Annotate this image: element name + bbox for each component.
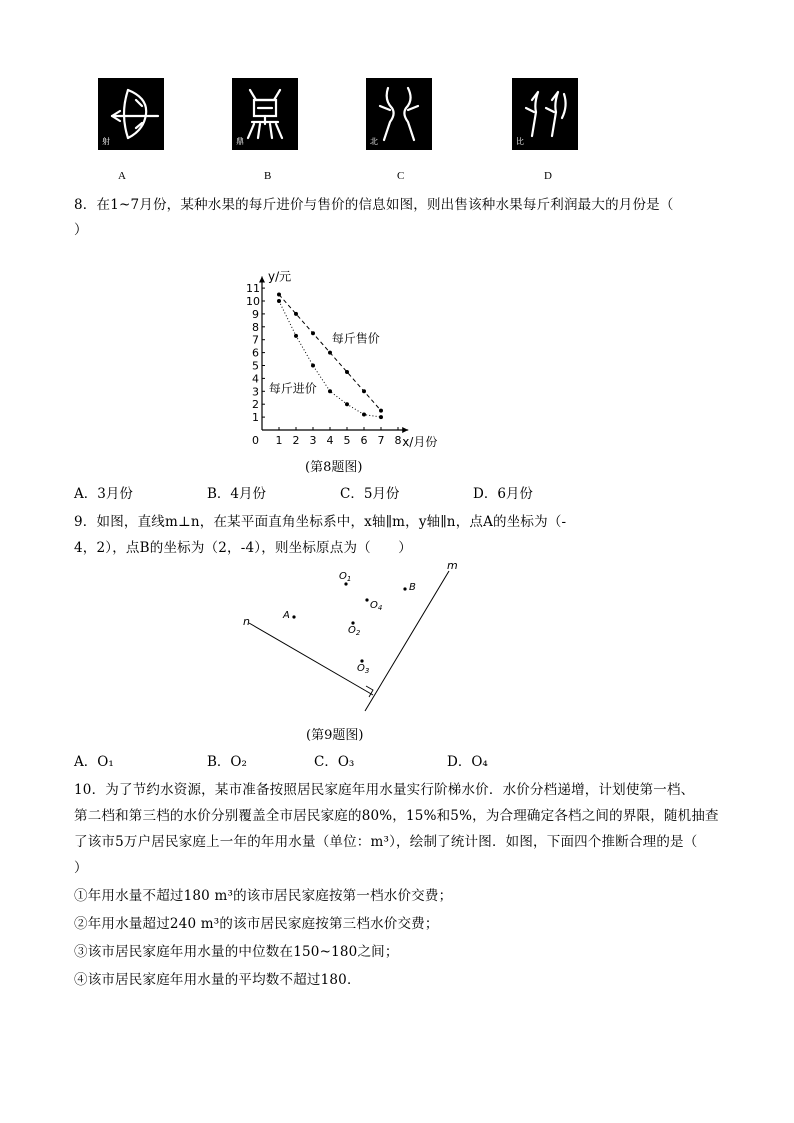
y-tick-label: 4	[252, 372, 259, 386]
y-tick-label: 7	[252, 333, 259, 347]
series-label-cost: 每斤进价	[268, 381, 317, 396]
perpendicular-lines-figure	[235, 555, 465, 720]
x-tick-label: 4	[326, 434, 334, 447]
series-1-point	[362, 413, 366, 417]
y-tick-label: 11	[246, 282, 260, 296]
x-tick-label: 3	[309, 434, 317, 447]
y-tick-label: 1	[252, 411, 259, 425]
q8-stem-line1: 8．在1~7月份，某种水果的每斤进价与售价的信息如图，则出售该种水果每斤利润最大的月份是（	[74, 197, 674, 213]
price-line-chart	[240, 240, 460, 450]
x-tick-label: 0	[252, 434, 259, 447]
label-m: m	[447, 559, 458, 572]
series-1-point	[311, 364, 315, 368]
series-1-point	[328, 389, 332, 393]
glyph-label-b: 鼎	[236, 137, 244, 146]
y-tick-label: 3	[252, 385, 259, 399]
series-1-point	[294, 334, 298, 338]
q10-item-4: ④该市居民家庭年用水量的平均数不超过180．	[74, 972, 361, 988]
back-to-back-glyph-icon	[366, 78, 432, 150]
q9-figure-caption: (第9题图)	[306, 728, 364, 743]
series-0-point	[294, 312, 298, 316]
y-tick-label: 6	[252, 346, 259, 360]
glyph-label-a: 射	[102, 137, 110, 146]
series-1-point	[277, 299, 281, 303]
label-o4: $O_4$	[370, 600, 383, 612]
q8-choice-a[interactable]: A．3月份	[74, 486, 133, 502]
q8-stem-line2: ）	[74, 222, 88, 238]
point-a	[292, 615, 295, 618]
x-tick-label: 5	[343, 434, 351, 447]
line-m	[365, 571, 449, 711]
point-o4	[365, 598, 368, 601]
series-0-point	[362, 389, 366, 393]
glyph-image-a	[98, 78, 164, 150]
q9-stem-line2: 4，2），点B的坐标为（2，-4），则坐标原点为（ ）	[74, 540, 412, 556]
glyph-image-d	[512, 78, 578, 150]
label-o3: $O_3$	[357, 663, 370, 675]
x-tick-label: 1	[275, 434, 283, 447]
side-by-side-glyph-icon	[512, 78, 578, 150]
point-b	[403, 587, 406, 590]
q9-choice-b[interactable]: B．O₂	[207, 754, 247, 770]
label-o2: $O_2$	[348, 625, 361, 637]
glyph-image-b	[232, 78, 298, 150]
glyph-option-d: D	[544, 170, 552, 182]
glyph-option-c: C	[397, 170, 405, 182]
series-0-point	[277, 293, 281, 297]
label-b: B	[409, 582, 416, 593]
label-n: n	[243, 615, 250, 628]
q9-choice-d[interactable]: D．O₄	[447, 754, 488, 770]
glyph-option-b: B	[264, 170, 272, 182]
series-line-1	[279, 301, 381, 417]
q10-item-3: ③该市居民家庭年用水量的中位数在150~180之间；	[74, 944, 399, 960]
q10-item-1: ①年用水量不超过180 m³的该市居民家庭按第一档水价交费；	[74, 888, 453, 904]
x-tick-label: 8	[394, 434, 402, 447]
series-label-sale: 每斤售价	[331, 331, 380, 346]
x-tick-label: 2	[292, 434, 300, 447]
q10-stem-line1: 10．为了节约水资源，某市准备按照居民家庭年用水量实行阶梯水价．水价分档递增，计划使第一档、	[74, 782, 695, 798]
y-axis-label: y/元	[268, 269, 292, 284]
glyph-label-c: 北	[370, 137, 378, 146]
x-tick-label: 6	[360, 434, 368, 447]
q8-choice-d[interactable]: D．6月份	[473, 486, 533, 502]
q9-stem-line1: 9．如图，直线m⊥n，在某平面直角坐标系中，x轴∥m，y轴∥n，点A的坐标为（-	[74, 514, 567, 530]
series-1-point	[345, 402, 349, 406]
q8-choice-b[interactable]: B．4月份	[207, 486, 267, 502]
tripod-glyph-icon	[232, 78, 298, 150]
x-axis-label: x/月份	[402, 435, 438, 449]
series-0-point	[311, 331, 315, 335]
y-tick-label: 10	[246, 295, 260, 308]
q10-stem-line4: ）	[74, 860, 88, 876]
q9-choice-a[interactable]: A．O₁	[74, 754, 114, 770]
series-0-point	[328, 351, 332, 355]
y-tick-label: 9	[252, 307, 259, 321]
series-0-point	[379, 409, 383, 413]
bow-arrow-glyph-icon	[98, 78, 164, 150]
x-axis-arrow-icon	[402, 427, 408, 433]
q9-choice-c[interactable]: C．O₃	[314, 754, 355, 770]
y-tick-label: 5	[252, 359, 259, 373]
label-a: A	[283, 610, 290, 621]
glyph-label-d: 比	[516, 137, 524, 146]
x-tick-label: 7	[377, 434, 385, 447]
glyph-option-a: A	[118, 170, 126, 182]
q8-figure-caption: (第8题图)	[305, 460, 363, 475]
y-tick-label: 8	[252, 320, 259, 334]
q10-stem-line2: 第二档和第三档的水价分别覆盖全市居民家庭的80%，15%和5%，为合理确定各档之间的界限，随机抽查	[74, 808, 719, 824]
series-1-point	[379, 415, 383, 419]
glyph-image-c	[366, 78, 432, 150]
series-0-point	[345, 370, 349, 374]
q10-item-2: ②年用水量超过240 m³的该市居民家庭按第三档水价交费；	[74, 916, 439, 932]
q10-stem-line3: 了该市5万户居民家庭上一年的年用水量（单位：m³），绘制了统计图．如图，下面四个推断合理的是（	[74, 834, 698, 850]
label-o1: $O_1$	[339, 571, 352, 583]
q8-choice-c[interactable]: C．5月份	[340, 486, 400, 502]
y-tick-label: 2	[252, 398, 259, 412]
